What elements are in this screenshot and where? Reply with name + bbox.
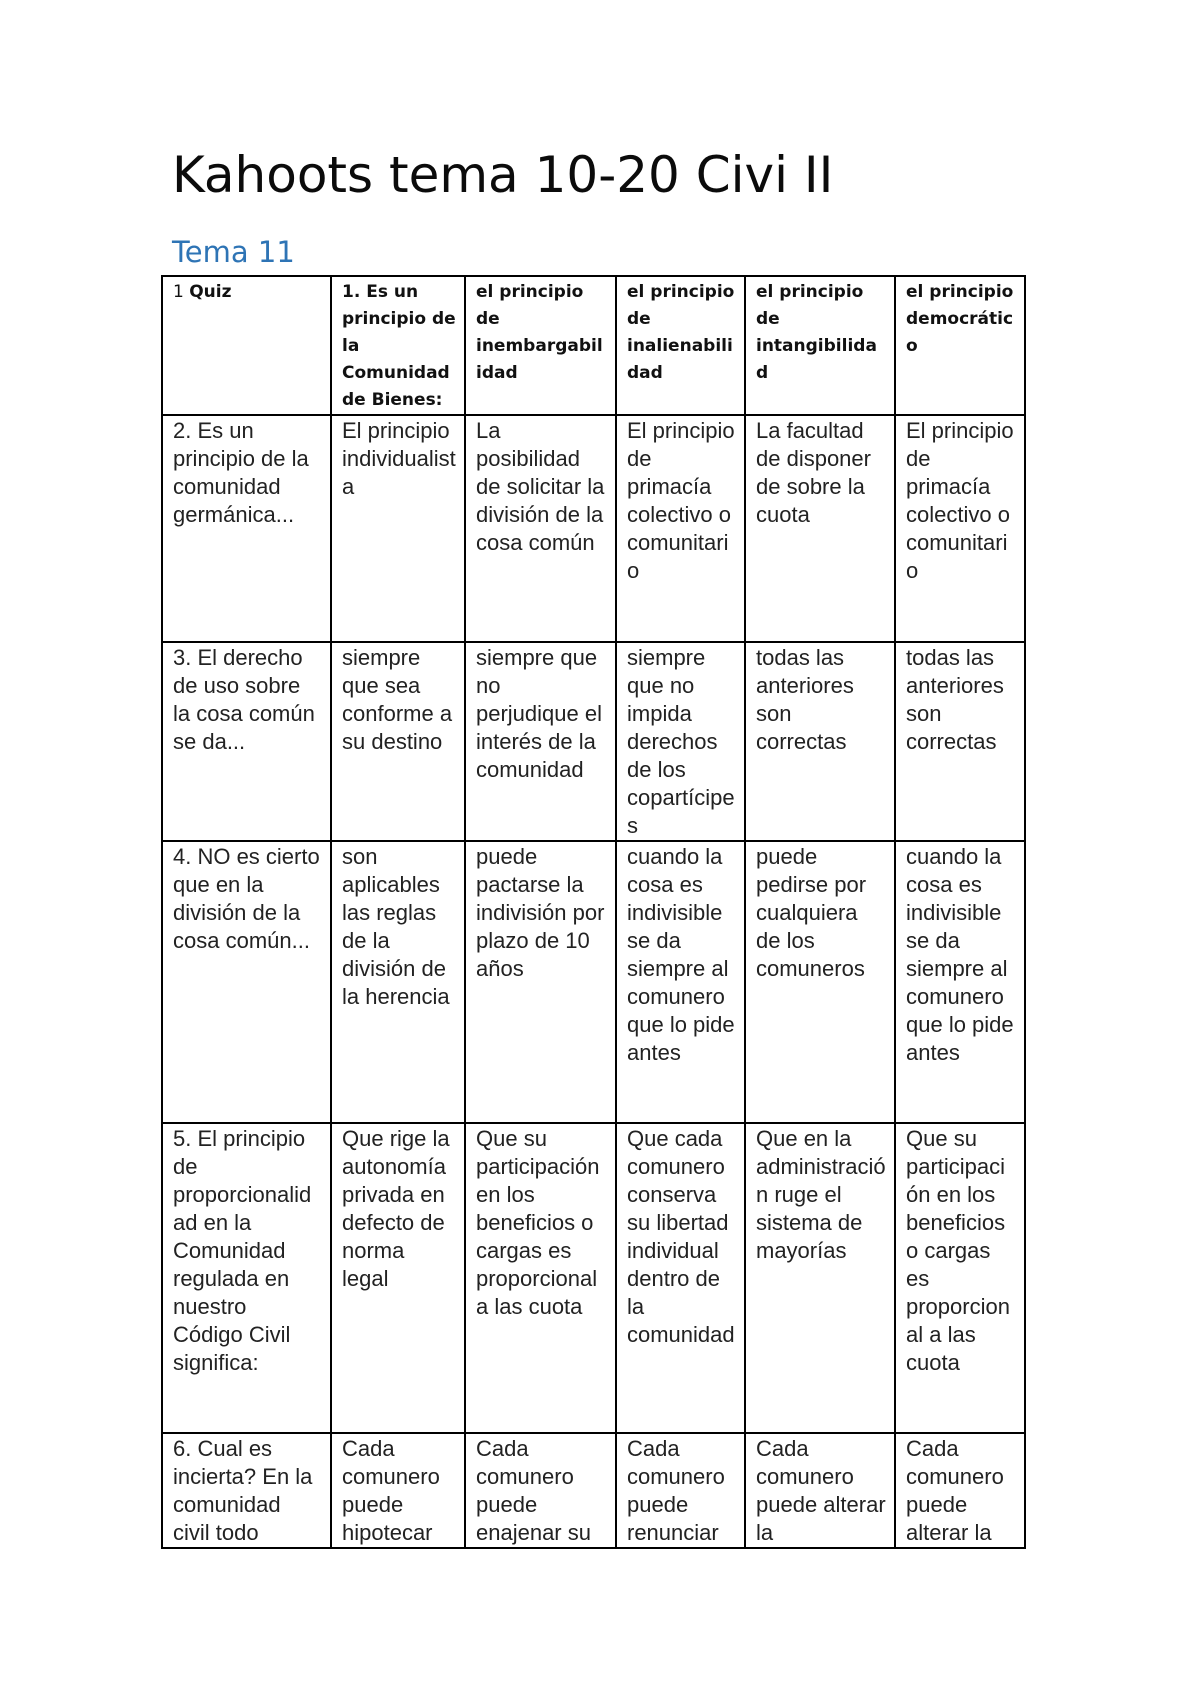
document-title: Kahoots tema 10-20 Civi II xyxy=(172,146,834,204)
table-cell-question: 6. Cual es incierta? En la comunidad civil todo xyxy=(162,1433,331,1548)
quiz-table xyxy=(161,275,1026,1549)
table-cell-option: Cada comunero puede enajenar su xyxy=(465,1433,616,1548)
table-cell-option: La posibilidad de solicitar la división de la cosa común xyxy=(465,415,616,642)
table-cell-option: Cada comunero puede alterar la xyxy=(745,1433,895,1548)
table-cell-option: Que rige la autonomía privada en defecto de norma legal xyxy=(331,1123,465,1433)
table-cell-option: cuando la cosa es indivisible se da siempre al comunero que lo pide antes xyxy=(895,841,1025,1123)
table-cell-option: el principio de intangibilidad xyxy=(745,276,895,415)
section-heading: Tema 11 xyxy=(172,235,295,269)
table-cell-option: Que en la administración ruge el sistema de mayorías xyxy=(745,1123,895,1433)
quiz-number: 1 xyxy=(173,282,184,302)
table-cell-option: El principio de primacía colectivo o comunitario xyxy=(895,415,1025,642)
table-cell-question: 2. Es un principio de la comunidad germánica... xyxy=(162,415,331,642)
table-cell-option: el principio democrático xyxy=(895,276,1025,415)
table-cell-option: Cada comunero puede alterar la xyxy=(895,1433,1025,1548)
quiz-word: Quiz xyxy=(189,282,232,302)
table-cell-option: Que su participación en los beneficios o cargas es proporcional a las cuota xyxy=(895,1123,1025,1433)
table-cell-option: todas las anteriores son correctas xyxy=(745,642,895,841)
table-cell-option: el principio de inalienabilidad xyxy=(616,276,745,415)
table-row xyxy=(162,1123,1025,1433)
table-cell-option: El principio de primacía colectivo o comunitario xyxy=(616,415,745,642)
table-cell-option: cuando la cosa es indivisible se da siempre al comunero que lo pide antes xyxy=(616,841,745,1123)
table-cell-question: 1. Es un principio de la Comunidad de Bienes: xyxy=(331,276,465,415)
table-cell-option: puede pactarse la indivisión por plazo de 10 años xyxy=(465,841,616,1123)
table-cell-question: 4. NO es cierto que en la división de la cosa común... xyxy=(162,841,331,1123)
table-cell-option: son aplicables las reglas de la división de la herencia xyxy=(331,841,465,1123)
table-cell-question: 5. El principio de proporcionalidad en la Comunidad regulada en nuestro Código Civil significa: xyxy=(162,1123,331,1433)
table-cell-question: 3. El derecho de uso sobre la cosa común se da... xyxy=(162,642,331,841)
table-cell-option: Que cada comunero conserva su libertad individual dentro de la comunidad xyxy=(616,1123,745,1433)
table-row xyxy=(162,1433,1025,1548)
table-row xyxy=(162,841,1025,1123)
table-cell-option: Cada comunero puede renunciar xyxy=(616,1433,745,1548)
table-cell-option: todas las anteriores son correctas xyxy=(895,642,1025,841)
table-cell-option: siempre que no perjudique el interés de la comunidad xyxy=(465,642,616,841)
table-cell-option: siempre que sea conforme a su destino xyxy=(331,642,465,841)
table-header-row xyxy=(162,276,1025,415)
table-cell-option: Que su participación en los beneficios o cargas es proporcional a las cuota xyxy=(465,1123,616,1433)
table-cell-option: El principio individualista xyxy=(331,415,465,642)
table-cell-quiz-label xyxy=(162,276,331,415)
table-cell-option: Cada comunero puede hipotecar xyxy=(331,1433,465,1548)
table-row xyxy=(162,415,1025,642)
table-row xyxy=(162,642,1025,841)
table-cell-option: puede pedirse por cualquiera de los comuneros xyxy=(745,841,895,1123)
table-cell-option: siempre que no impida derechos de los copartícipes xyxy=(616,642,745,841)
table-cell-option: el principio de inembargabilidad xyxy=(465,276,616,415)
table-cell-option: La facultad de disponer de sobre la cuota xyxy=(745,415,895,642)
